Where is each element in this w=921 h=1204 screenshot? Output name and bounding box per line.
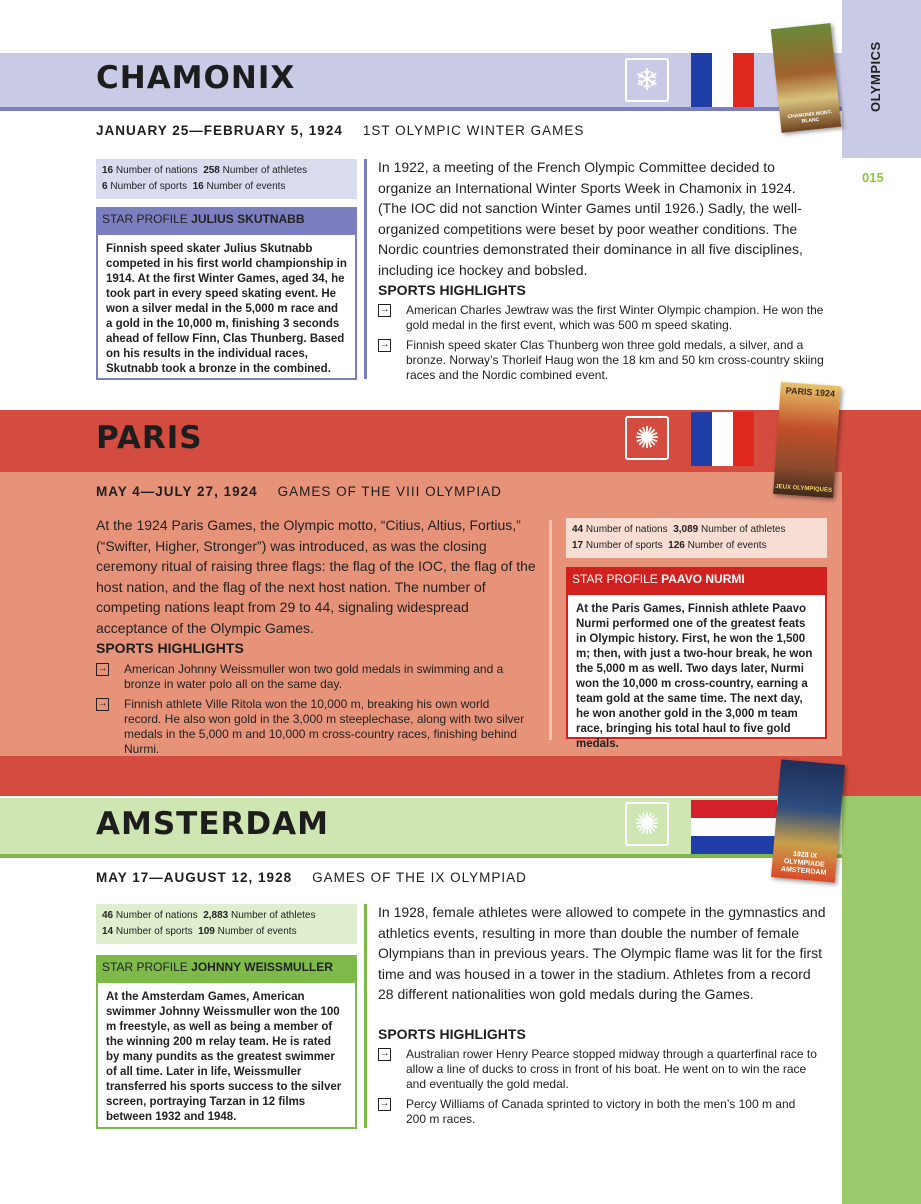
paris-highlight: → American Johnny Weissmuller won two gold medals in swimming and a bronze in water polo all on the same day. xyxy=(97,662,504,691)
chamonix-dateline xyxy=(96,123,584,138)
chamonix-highlight: → Finnish speed skater Clas Thunberg won three gold medals, a silver, and a bronze. Norway’s Thorleif Haug won the 18 km and 50 km cross-country skiing races and the Nordic combined event. xyxy=(379,338,824,382)
paris-stats: 44 Number of nations 3,089 Number of athletes 17 Number of sports 126 Number of events xyxy=(566,518,827,558)
paris-title: PARIS xyxy=(96,420,203,456)
arrow-icon: → xyxy=(97,663,108,674)
chamonix-dates: JANUARY 25—FEBRUARY 5, 1924 xyxy=(96,123,343,138)
arrow-icon: → xyxy=(379,1098,390,1109)
paris-dateline xyxy=(96,484,502,499)
amsterdam-divider xyxy=(364,904,367,1128)
chamonix-highlight: → American Charles Jewtraw was the first Winter Olympic champion. He won the gold medal in the first event, which was 500 m speed skating. xyxy=(379,303,824,332)
paris-body: At the 1924 Paris Games, the Olympic motto, “Citius, Altius, Fortius,” (“Swifter, Higher, Stronger”) was introduced, as was the closing ceremony ritual of raising three flags: the flag of the IOC, the flag of the host nation, and the flag of the next host nation. The number of competing nations leapt from 29 to 44, signaling widespread acceptance of the Olympic Games. xyxy=(96,517,536,636)
chamonix-profile-text: Finnish speed skater Julius Skutnabb competed in his first world championship in 1914. At the first Winter Games, aged 34, he took part in every speed skating event. He won a silver medal in the 5,000 m race and a gold in the 10,000 m, finishing 3 seconds ahead of fellow Finn, Clas Thunberg. Based on his results in the individual races, Skutnabb took a bronze in the combined. xyxy=(96,235,357,380)
arrow-icon: → xyxy=(97,698,108,709)
side-strip-paris xyxy=(842,410,921,796)
paris-profile-text: At the Paris Games, Finnish athlete Paavo Nurmi performed one of the greatest feats in Olympic history. First, he won the 1,500 m; then, with just a two-hour break, he won the 5,000 m as well. Two days later, Nurmi won the 10,000 m cross-country, earning a team gold at the same time. The next day, he won another gold in the 3,000 m team race, bringing his total haul to five gold medals. xyxy=(566,595,827,739)
arrow-icon: → xyxy=(379,339,390,350)
chamonix-stats: 16 Number of nations 258 Number of athletes 6 Number of sports 16 Number of events xyxy=(96,159,357,199)
paris-profile-header: STAR PROFILE PAAVO NURMI xyxy=(566,567,827,595)
paris-poster xyxy=(773,382,841,498)
amsterdam-highlights-title: SPORTS HIGHLIGHTS xyxy=(378,1026,526,1042)
paris-divider xyxy=(549,520,552,740)
chamonix-divider xyxy=(364,159,367,379)
amsterdam-dateline xyxy=(96,870,527,885)
arrow-icon: → xyxy=(379,304,390,315)
chamonix-title: CHAMONIX xyxy=(96,60,296,96)
paris-poster-top: PARIS 1924 xyxy=(785,385,836,399)
chamonix-body: In 1922, a meeting of the French Olympic Committee decided to organize an International Winter Sports Week in Chamonix in 1924. (The IOC did not sanction Winter Games until 1926.) Sadly, the well-organized competitions were beset by poor weather conditions. The Nordic countries demonstrated their dominance in all five disciplines, including ice hockey and bobsled. xyxy=(378,159,803,278)
amsterdam-highlight: → Australian rower Henry Pearce stopped midway through a quarterfinal race to allow a line of ducks to cross in front of his boat. He went on to win the race and eventually the gold medal. xyxy=(379,1047,817,1091)
paris-poster-bottom: JEUX OLYMPIQUES xyxy=(775,483,833,494)
page-number: 015 xyxy=(862,170,884,185)
amsterdam-games: GAMES OF THE IX OLYMPIAD xyxy=(312,870,527,885)
netherlands-flag xyxy=(691,800,777,854)
paris-bottom-band xyxy=(0,756,842,796)
chamonix-profile-header: STAR PROFILE JULIUS SKUTNABB xyxy=(96,207,357,235)
section-tab-label: OLYMPICS xyxy=(868,41,883,112)
chamonix-games: 1ST OLYMPIC WINTER GAMES xyxy=(362,123,585,138)
paris-highlights-title: SPORTS HIGHLIGHTS xyxy=(96,640,244,656)
amsterdam-poster-text: 1928 IX OLYMPIADE AMSTERDAM xyxy=(780,850,827,877)
arrow-icon: → xyxy=(379,1048,390,1059)
snowflake-icon: ❄ xyxy=(625,58,669,102)
amsterdam-stats: 46 Number of nations 2,883 Number of athletes 14 Number of sports 109 Number of events xyxy=(96,904,357,944)
amsterdam-profile-text: At the Amsterdam Games, American swimmer Johnny Weissmuller won the 100 m freestyle, as well as being a member of the winning 200 m relay team. He is rated by many pundits as the greatest swimmer of all time. Later in life, Weissmuller transferred his sports success to the silver screen, portraying Tarzan in 12 films between 1932 and 1948. xyxy=(96,983,357,1129)
amsterdam-title: AMSTERDAM xyxy=(96,806,329,842)
sun-icon: ✺ xyxy=(625,802,669,846)
paris-highlight: → Finnish athlete Ville Ritola won the 10,000 m, breaking his own world record. He also won gold in the 3,000 m steeplechase, along with two silver medals in the 5,000 m and 10,000 m cross-country races, finishing behind Nurmi. xyxy=(97,697,525,756)
chamonix-poster-text: CHAMONIX MONT-BLANC xyxy=(787,109,833,125)
france-flag xyxy=(691,53,754,107)
side-strip xyxy=(842,158,921,410)
france-flag xyxy=(691,412,754,466)
amsterdam-dates: MAY 17—AUGUST 12, 1928 xyxy=(96,870,293,885)
amsterdam-profile-header: STAR PROFILE JOHNNY WEISSMULLER xyxy=(96,955,357,983)
paris-games: GAMES OF THE VIII OLYMPIAD xyxy=(277,484,502,499)
amsterdam-highlight: → Percy Williams of Canada sprinted to victory in both the men’s 100 m and 200 m races. xyxy=(379,1097,796,1126)
amsterdam-poster xyxy=(771,759,845,882)
paris-dates: MAY 4—JULY 27, 1924 xyxy=(96,484,258,499)
side-strip-amsterdam xyxy=(842,796,921,1204)
chamonix-highlights-title: SPORTS HIGHLIGHTS xyxy=(378,282,526,298)
chamonix-poster xyxy=(771,23,842,133)
amsterdam-body: In 1928, female athletes were allowed to compete in the gymnastics and athletics events, resulting in more than double the number of female Olympians than in previous years. The Olympic flame was lit for the first time and was housed in a tower in the stadium. Athletes from a record 28 different nationalities won gold medals during the Games. xyxy=(378,904,826,1002)
sun-icon: ✺ xyxy=(625,416,669,460)
